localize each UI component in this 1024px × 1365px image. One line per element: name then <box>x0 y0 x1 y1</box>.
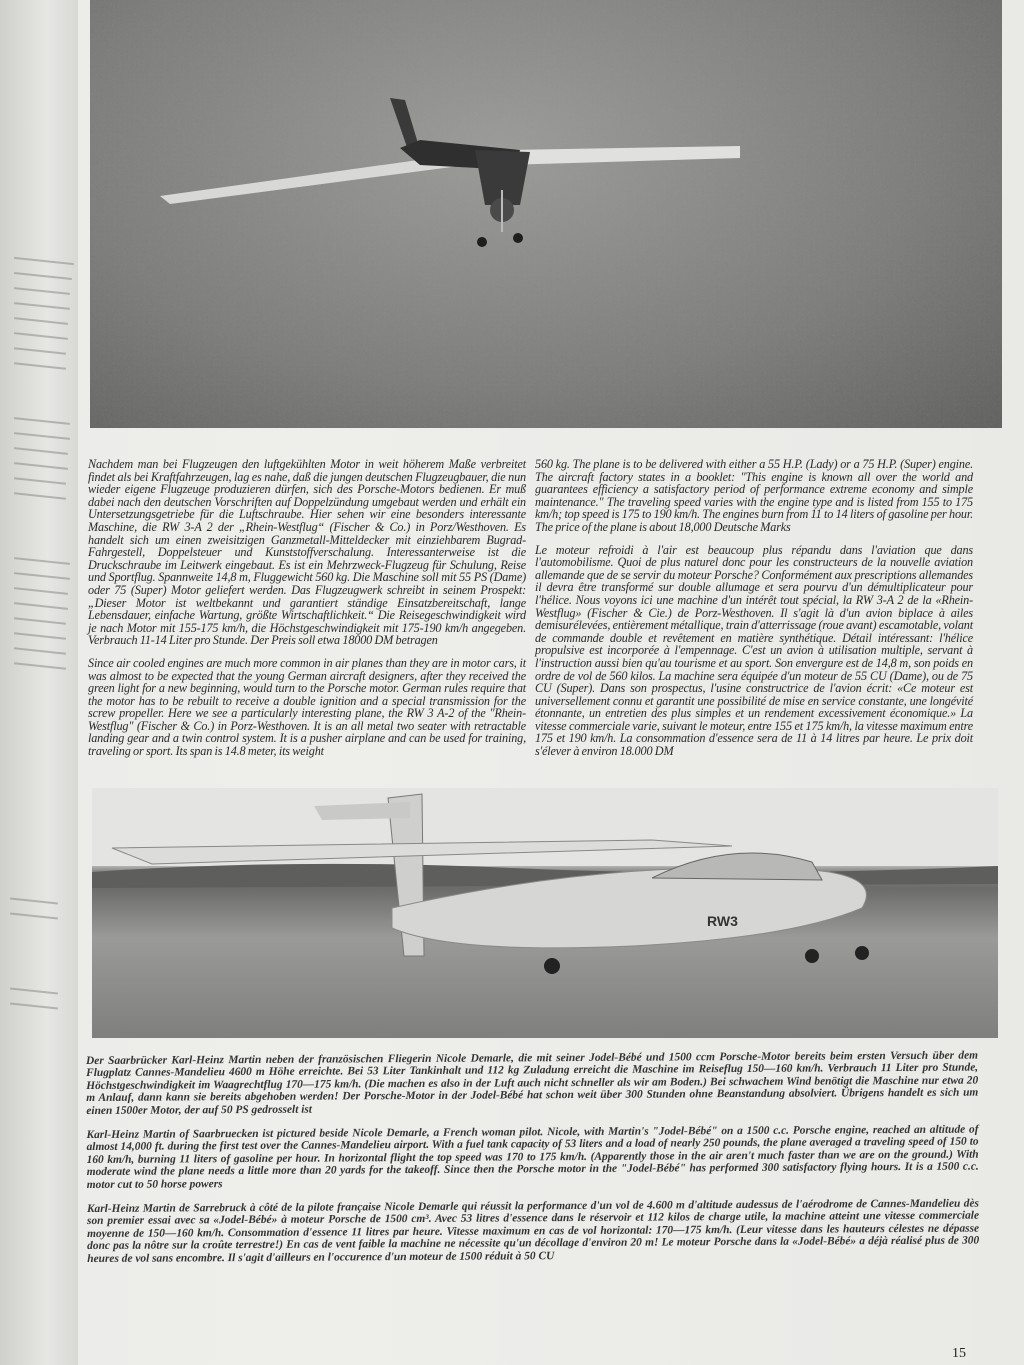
rw3-airplane-photo <box>92 788 998 1038</box>
fuselage-marking: RW3 <box>707 913 738 929</box>
article-paragraph-english-continued: 560 kg. The plane is to be delivered with either a 55 H.P. (Lady) or a 75 H.P. (Super) engine. The aircraft factory states in a booklet: "This engine is known all over the world and guarantees efficiency a satisfactory period of performance extreme economy and simple maintenance." The traveling speed varies with the engine type and is listed from 155 to 175 km/h; top speed is 175 to 190 km/h. The engines burn from 11 to 14 liters of gasoline per hour. The price of the plane is about 18,000 Deutsche Marks <box>535 457 973 534</box>
article-paragraph-french: Le moteur refroidi à l'air est beaucoup plus répandu dans l'aviation que dans l'automobilisme. Quoi de plus naturel donc pour les constructeurs de la nouvelle aviation allemande que de se servir du moteur Porsche? Conformément aux prescriptions allemandes il devra être transformé sur double allumage et sera pourvu d'un démultiplicateur pour l'hélice. Nous voyons ici une machine d'un intérêt tout spécial, la RW 3-A 2 de la «Rhein-Westflug» (Fischer & Cie.) de Porz-Westhoven. Il s'agit là d'un avion biplace à ailes demisurélevées, entièrement métallique, train d'atterrissage (roue avant) escamotable, volant de commande double et revêtement en matière synthétique. Détail intéressant: l'hélice propulsive est incorporée à l'empennage. C'est un avion à utilisation multiple, servant à l'instruction aussi bien qu'au tourisme et au sport. Son envergure est de 14,8 m, son poids en ordre de vol de 560 kilos. La machine sera équipée d'un moteur de 55 CU (Dame), ou de 75 CU (Super). Dans son prospectus, l'usine constructrice de l'avion écrit: «Ce moteur est universellement connu et garantit une possibilité de mise en service constante, une longévité étonnante, un entretien des plus simples et un rendement excessivement économique.» La vitesse commerciale varie, suivant le moteur, entre 155 et 175 km/h, la vitesse maximum entre 175 et 190 km/h. La consommation d'essence sera de 11 à 14 litres par heure. Le prix doit s'élever à environ 18.000 DM <box>535 542 973 759</box>
caption-german: Der Saarbrücker Karl-Heinz Martin neben der französischen Fliegerin Nicole Demarle, die mit seiner Jodel-Bébé und 1500 ccm Porsche-Motor bereits beim ersten Versuch über dem Flugplatz Cannes-Mandelieu 4600 m Höhe erreichte. Bei 53 Liter Tankinhalt und 112 kg Zuladung erreicht die Maschine im Reiseflug 150—160 km/h. Verbrauch 11 Liter pro Stunde, Höchstgeschwindigkeit im Waagrechtflug 170—175 km/h. (Die machen es also in der Luft auch nicht schneller als wir am Boden.) Bei schwachem Wind benötigt die Maschine nur etwa 20 m Anlauf, dann kann sie bereits abgehoben werden! Der Porsche-Motor in der Jodel-Bébé hat schon weit über 300 Stunden ohne Beanstandung absolviert. Übrigens handelt es sich um einen 1500er Motor, der auf 50 PS gedrosselt ist <box>86 1049 979 1117</box>
pusher-airplane-icon <box>92 788 998 1038</box>
article-paragraph-english: Since air cooled engines are much more common in air planes than they are in motor cars, it was almost to be expected that the young German aircraft designers, after they received the green light for a new beginning, would turn to the Porsche motor. German rules require that the motor has to be rebuilt to receive a double ignition and a special transmission for the screw propeller. Here we see a particularly interesting plane, the RW 3 A-2 of the "Rhein-Westflug" (Fischer & Co.) in Porz-Westhoven. It is an all metal two seater with retractable landing gear and a twin control system. It is a pusher airplane and can be used for training, traveling or sport. Its span is 14.8 meter, its weight <box>88 655 526 759</box>
caption-english: Karl-Heinz Martin of Saarbruecken ist pictured beside Nicole Demarle, a French woman pilot. Nicole, with Martin's "Jodel-Bébé" on a 1500 c.c. Porsche engine, reached an altitude of almost 14,000 ft. during the first test over the Cannes-Mandelieu airport. With a fuel tank capacity of 53 liters and a load of nearly 250 pounds, the plane averaged a traveling speed of 150 to 160 km/h, burning 11 liters of gasoline per hour. In horizontal flight the top speed was 170 to 175 km/h. (Apparently those in the air aren't much faster than we are on the ground.) With moderate wind the plane needs a little more than 20 yards for the takeoff. Since then the Porsche motor in the "Jodel-Bébé" has performed 300 satisfactory flying hours. It is a 1500 c.c. motor cut to 50 horse powers <box>86 1123 979 1191</box>
airplane-in-flight-photo <box>90 0 1002 428</box>
photo-captions <box>86 1050 979 1278</box>
airplane-icon <box>90 0 1002 428</box>
article-column-left <box>88 458 526 768</box>
article-paragraph-german: Nachdem man bei Flugzeugen den luftgekühlten Motor in weit höherem Maße verbreitet findet als bei Kraftfahrzeugen, lag es nahe, daß die jungen deutschen Flugzeugbauer, die nun wieder eigene Flugzeuge produzieren dürfen, sich des Porsche-Motors bedienen. Er muß dabei nach den deutschen Vorschriften auf Doppelzündung umgebaut werden und erhält ein Untersetzungsgetriebe für die Luftschraube. Hier sehen wir eine besonders interessante Maschine, die RW 3-A 2 der „Rhein-Westflug“ (Fischer & Co.) in Porz/Westhoven. Es handelt sich um einen zweisitzigen Ganzmetall-Mitteldecker mit einziehbarem Bugrad-Fahrgestell, Doppelsteuer und Kunststoffverschalung. Interessanterweise ist die Druckschraube im Leitwerk eingebaut. Es ist ein Mehrzweck-Flugzeug für Schulung, Reise und Sportflug. Spannweite 14,8 m, Fluggewicht 560 kg. Die Maschine soll mit 55 PS (Dame) oder 75 (Super) Motor geliefert werden. Das Flugzeugwerk schreibt in seinem Prospekt: „Dieser Motor ist weltbekannt und garantiert ständige Einsatzbereitschaft, lange Lebensdauer, einfache Wartung, größte Wirtschaftlichkeit.“ Die Reisegeschwindigkeit wird je nach Motor mit 155-175 km/h, die Höchstgeschwindigkeit mit 175-190 km/h angegeben. Verbrauch 11-14 Liter pro Stunde. Der Preis soll etwa 18000 DM betragen <box>88 457 526 648</box>
facing-page-edge <box>0 0 78 1365</box>
caption-french: Karl-Heinz Martin de Sarrebruck à côté de la pilote française Nicole Demarle qui réussit la performance d'un vol de 4.600 m d'altitude audessus de l'aérodrome de Cannes-Mandelieu dès son premier essai avec sa «Jodel-Bébé» à moteur Porsche de 1500 cm³. Avec 53 litres d'essence dans le réservoir et 112 kilos de charge utile, la machine atteint une vitesse commerciale moyenne de 150—160 km/h. Consommation d'essence 11 litres par heure. Vitesse maximum en cas de vol horizontal: 170—175 km/h. (Leur vitesse dans les hauteurs célestes ne dépasse donc pas la nôtre sur la croûte terrestre!) En cas de vent faible la machine ne nécessite qu'un décollage d'environ 20 m! Le moteur Porsche dans la «Jodel-Bébé» a déjà réalisé plus de 300 heures de vol sans encombre. Il s'agit d'ailleurs en l'occurence d'un moteur de 1500 réduit à 50 CU <box>86 1197 980 1265</box>
page-number: 15 <box>952 1346 966 1361</box>
article-column-right <box>535 458 973 768</box>
